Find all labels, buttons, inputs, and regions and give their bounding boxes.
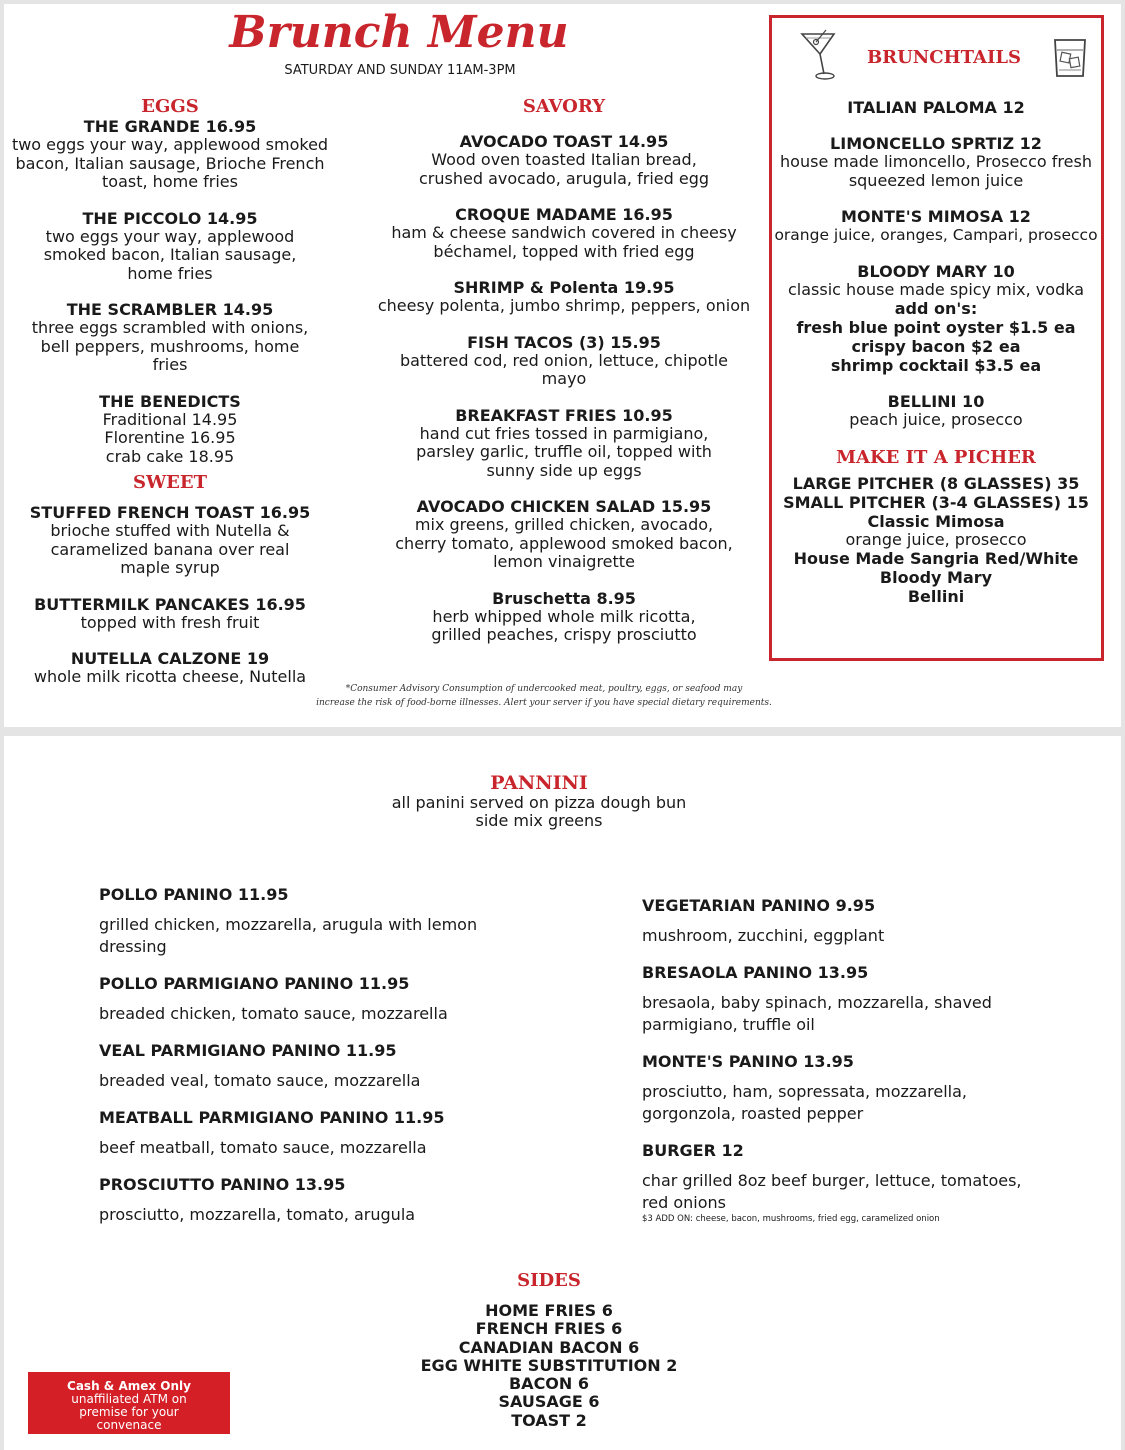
badge-title: Cash & Amex Only	[67, 1379, 191, 1393]
panini-page	[4, 736, 1121, 1450]
side-item: SAUSAGE 6	[498, 1392, 600, 1412]
item-desc: prosciutto, ham, sopressata, mozzarella, gorgonzola, roasted pepper	[642, 1082, 968, 1123]
item-name: AVOCADO TOAST 14.95	[459, 132, 669, 151]
item-desc: Florentine 16.95	[104, 428, 236, 447]
item-name: THE BENEDICTS	[99, 391, 241, 411]
item-desc: mix greens, grilled chicken, avocado, cherry tomato, applewood smoked bacon, lemon vinaigrette	[395, 515, 733, 571]
item-desc: Wood oven toasted Italian bread, crushed avocado, arugula, fried egg	[419, 150, 709, 188]
item-desc: orange juice, oranges, Campari, prosecco	[774, 226, 1098, 244]
item-desc: beef meatball, tomato sauce, mozzarella	[99, 1138, 427, 1157]
pitcher-line: LARGE PITCHER (8 GLASSES) 35	[792, 473, 1080, 493]
side-item: CANADIAN BACON 6	[458, 1337, 640, 1357]
item-name: AVOCADO CHICKEN SALAD 15.95	[416, 497, 712, 516]
item-desc: breaded veal, tomato sauce, mozzarella	[99, 1071, 421, 1090]
item-name: BLOODY MARY 10	[857, 261, 1015, 281]
item-name: POLLO PANINO 11.95	[99, 885, 289, 904]
drink-item	[774, 134, 1098, 190]
side-item: HOME FRIES 6	[485, 1301, 613, 1320]
martini-glass-icon	[798, 28, 842, 84]
pitcher-info	[774, 474, 1098, 607]
item-name: NUTELLA CALZONE 19	[70, 649, 270, 668]
menu-item	[10, 209, 330, 284]
sides-section	[304, 1270, 794, 1430]
item-name: PROSCIUTTO PANINO 13.95	[99, 1175, 346, 1194]
sides-heading: SIDES	[517, 1270, 581, 1291]
item-name: LIMONCELLO SPRTIZ 12	[830, 134, 1042, 153]
eggs-heading: EGGS	[141, 96, 199, 117]
menu-title: Brunch Menu	[229, 7, 569, 58]
item-desc: grilled chicken, mozzarella, arugula with lemon dressing	[99, 915, 478, 956]
panino-item	[642, 1052, 1042, 1125]
item-name: CROQUE MADAME 16.95	[455, 205, 673, 224]
menu-item	[376, 132, 752, 188]
item-desc: mushroom, zucchini, eggplant	[642, 926, 885, 945]
item-desc: herb whipped whole milk ricotta, grilled peaches, crispy prosciutto	[431, 606, 697, 644]
item-desc: brioche stuffed with Nutella & caramelized banana over real maple syrup	[50, 521, 290, 577]
drink-item	[774, 98, 1098, 117]
side-item: BACON 6	[508, 1374, 589, 1394]
panini-header	[4, 772, 1074, 830]
menu-item	[10, 503, 330, 578]
panini-heading: PANNINI	[490, 772, 588, 794]
addons-title: add on's:	[894, 299, 978, 318]
side-item: EGG WHITE SUBSTITUTION 2	[420, 1355, 678, 1375]
item-name: MEATBALL PARMIGIANO PANINO 11.95	[99, 1108, 445, 1127]
menu-item	[376, 406, 752, 481]
item-desc: prosciutto, mozzarella, tomato, arugula	[99, 1205, 416, 1224]
item-desc: peach juice, prosecco	[849, 410, 1023, 429]
panino-item	[99, 1041, 519, 1092]
panino-item	[642, 896, 1042, 947]
item-desc: classic house made spicy mix, vodka	[787, 279, 1085, 299]
eggs-section	[10, 96, 330, 704]
brunchtails-heading: BRUNCHTAILS	[866, 47, 1022, 68]
item-desc: house made limoncello, Prosecco fresh squeezed lemon juice	[780, 152, 1092, 190]
brunch-page	[4, 4, 1121, 727]
item-desc: whole milk ricotta cheese, Nutella	[33, 667, 307, 686]
addon-line: fresh blue point oyster $1.5 ea	[796, 318, 1076, 337]
item-name: THE PICCOLO 14.95	[82, 208, 258, 228]
item-desc: battered cod, red onion, lettuce, chipotle mayo	[399, 350, 729, 388]
side-item: FRENCH FRIES 6	[475, 1319, 623, 1339]
menu-item	[10, 649, 330, 687]
panino-item	[99, 974, 519, 1025]
item-desc: three eggs scrambled with onions, bell peppers, mushrooms, home fries	[31, 318, 309, 374]
pitcher-line: SMALL PITCHER (3-4 GLASSES) 15	[783, 492, 1089, 512]
menu-item	[10, 595, 330, 633]
pitcher-heading: MAKE IT A PICHER	[836, 446, 1036, 468]
panini-left-column	[99, 885, 519, 1242]
drink-item	[774, 207, 1098, 245]
item-name: BELLINI 10	[887, 392, 985, 411]
item-desc: hand cut fries tossed in parmigiano, parsley garlic, truffle oil, topped with sunny side up eggs	[416, 423, 712, 480]
pitcher-line: Classic Mimosa	[867, 511, 1005, 531]
item-name: FISH TACOS (3) 15.95	[467, 332, 661, 352]
menu-item	[376, 333, 752, 389]
badge-note: unaffiliated ATM on premise for your convenace	[71, 1392, 187, 1432]
rocks-glass-icon	[1050, 34, 1090, 80]
item-desc: two eggs your way, applewood smoked bacon, Italian sausage, Brioche French toast, home fries	[11, 135, 329, 191]
burger-addon-note: $3 ADD ON: cheese, bacon, mushrooms, fried egg, caramelized onion	[642, 1214, 940, 1224]
item-desc: crab cake 18.95	[105, 446, 235, 466]
item-desc: cheesy polenta, jumbo shrimp, peppers, onion	[377, 296, 751, 315]
item-desc: Fraditional 14.95	[102, 409, 238, 429]
menu-item	[376, 589, 752, 645]
panini-sub: side mix greens	[475, 811, 603, 830]
menu-item	[376, 278, 752, 316]
item-name: THE GRANDE 16.95	[83, 117, 257, 136]
pitcher-line: House Made Sangria Red/White	[793, 549, 1079, 568]
brunchtails-list	[774, 98, 1098, 606]
panino-item	[99, 885, 519, 958]
item-desc: bresaola, baby spinach, mozzarella, shaved parmigiano, truffle oil	[642, 993, 992, 1034]
item-name: BREAKFAST FRIES 10.95	[455, 405, 673, 425]
panini-sub: all panini served on pizza dough bun	[391, 793, 687, 812]
item-desc: char grilled 8oz beef burger, lettuce, tomatoes, red onions	[642, 1171, 1022, 1212]
advisory-line: *Consumer Advisory Consumption of undercooked meat, poultry, eggs, or seafood may	[345, 684, 743, 694]
item-name: MONTE'S PANINO 13.95	[642, 1052, 854, 1071]
menu-hours: SATURDAY AND SUNDAY 11AM-3PM	[284, 63, 516, 78]
advisory-line: increase the risk of food-borne illnesses. Alert your server if you have special dietary requirements.	[316, 698, 772, 708]
addon-line: crispy bacon $2 ea	[851, 337, 1021, 356]
consumer-advisory	[304, 682, 784, 710]
menu-item	[376, 205, 752, 261]
item-name: BUTTERMILK PANCAKES 16.95	[34, 594, 306, 614]
panino-item	[642, 963, 1042, 1036]
menu-item	[10, 392, 330, 467]
sweet-heading: SWEET	[132, 472, 208, 493]
drink-item	[774, 262, 1098, 376]
pitcher-desc: orange juice, prosecco	[845, 529, 1027, 549]
item-name: VEAL PARMIGIANO PANINO 11.95	[99, 1041, 397, 1060]
panini-right-column	[642, 896, 1042, 1240]
menu-item	[10, 300, 330, 375]
item-desc: ham & cheese sandwich covered in cheesy béchamel, topped with fried egg	[391, 223, 737, 261]
item-name: STUFFED FRENCH TOAST 16.95	[29, 503, 311, 522]
item-name: THE SCRAMBLER 14.95	[66, 300, 274, 319]
payment-badge	[28, 1372, 230, 1434]
addon-line: shrimp cocktail $3.5 ea	[830, 356, 1042, 375]
item-desc: two eggs your way, applewood smoked bacon, Italian sausage, home fries	[43, 226, 297, 283]
side-item: TOAST 2	[511, 1410, 587, 1430]
panino-item	[642, 1141, 1042, 1224]
item-name: BURGER 12	[642, 1141, 744, 1160]
panino-item	[99, 1108, 519, 1159]
item-name: SHRIMP & Polenta 19.95	[453, 278, 675, 297]
menu-item	[10, 117, 330, 192]
item-name: MONTE'S MIMOSA 12	[841, 207, 1031, 226]
drink-item	[774, 392, 1098, 430]
pitcher-line: Bellini	[907, 587, 965, 606]
item-name: Bruschetta 8.95	[492, 588, 636, 608]
menu-item	[376, 497, 752, 572]
panino-item	[99, 1175, 519, 1226]
item-desc: breaded chicken, tomato sauce, mozzarella	[99, 1004, 448, 1023]
item-name: ITALIAN PALOMA 12	[847, 98, 1025, 117]
pitcher-line: Bloody Mary	[879, 568, 993, 587]
item-desc: topped with fresh fruit	[80, 612, 260, 632]
item-name: BRESAOLA PANINO 13.95	[642, 963, 869, 982]
item-name: VEGETARIAN PANINO 9.95	[642, 896, 876, 915]
item-name: POLLO PARMIGIANO PANINO 11.95	[99, 974, 410, 993]
savory-section	[376, 96, 752, 662]
savory-heading: SAVORY	[522, 96, 606, 117]
